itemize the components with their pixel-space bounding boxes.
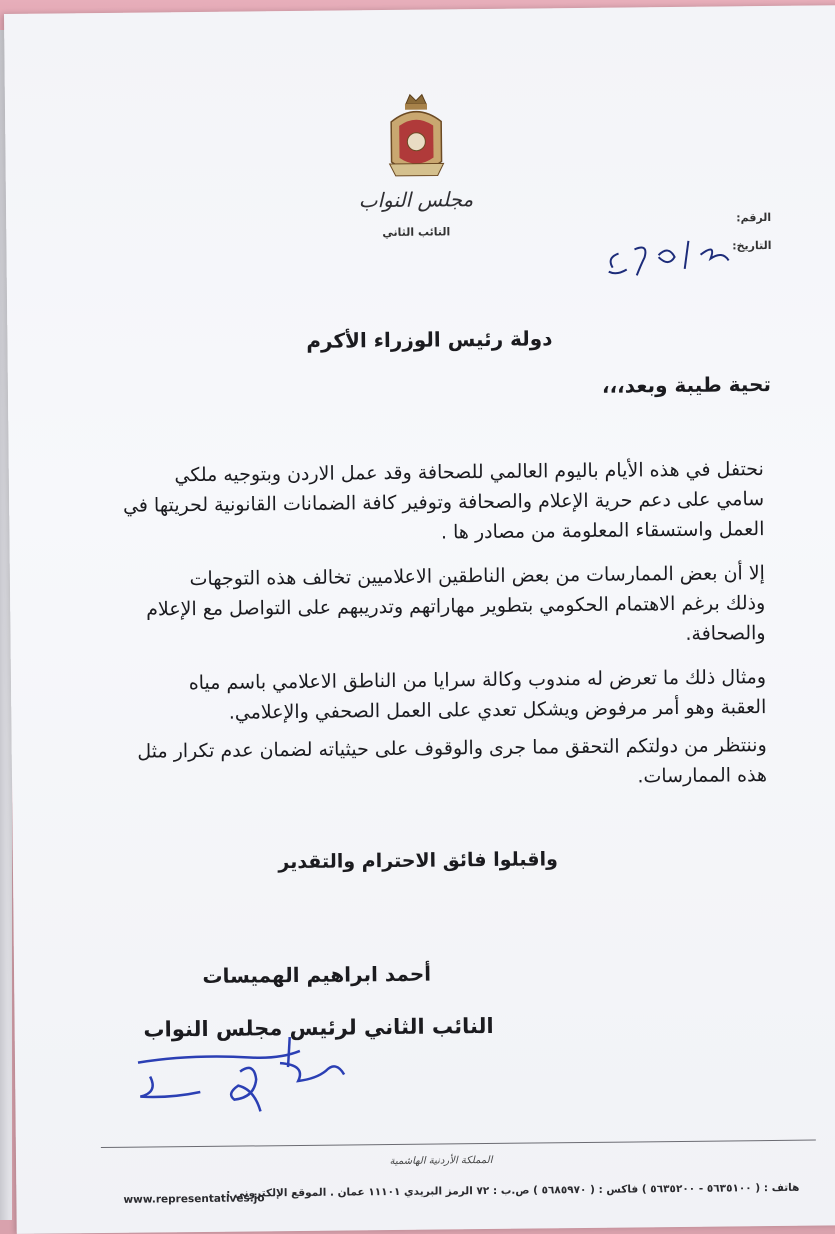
body-line-1: نحتفل في هذه الأيام باليوم العالمي للصحافة وقد عمل الاردن وبتوجيه ملكي [174, 458, 764, 487]
body-line-9: وننتظر من دولتكم التحقق مما جرى والوقوف على حيثياته لضمان عدم تكرار مثل [137, 734, 767, 763]
body-line-2: سامي على دعم حرية الإعلام والصحافة وتوفير كافة الضمانات القانونية لحريتها في [122, 488, 765, 517]
handwritten-date [604, 234, 734, 279]
body-line-7: ومثال ذلك ما تعرض له مندوب وكالة سرايا من الناطق الاعلامي باسم مياه [188, 666, 767, 695]
body-line-8: العقبة وهو أمر مرفوض ويشكل تعدي على العمل الصحفي والإعلامي. [228, 696, 767, 724]
signer-name: أحمد ابراهيم الهميسات [202, 961, 432, 988]
closing-line: واقبلوا فائق الاحترام والتقدير [278, 848, 558, 874]
greeting-line: تحية طيبة وبعد،،، [601, 371, 772, 398]
body-line-4: إلا أن بعض الممارسات من بعض الناطقين الاعلاميين تخالف هذه التوجهات [189, 562, 766, 591]
office-subtitle: النائب الثاني [382, 225, 451, 240]
organization-title: مجلس النواب [358, 187, 474, 213]
body-line-5: وذلك برغم الاهتمام الحكومي بتطوير مهاراتهم وتدريبهم على التواصل مع الإعلام [146, 592, 766, 621]
handwritten-signature [130, 1030, 351, 1122]
body-line-10: هذه الممارسات. [637, 764, 768, 788]
body-line-6: والصحافة. [685, 622, 766, 645]
number-label: الرقم: [736, 210, 772, 225]
royal-crest-icon [381, 91, 452, 184]
letter-page [4, 5, 835, 1234]
footer-contact-info: هاتف : ( ٥٦٣٥١٠٠ - ٥٦٣٥٢٠٠ ) فاكس : ( ٥٦٨٥٩٧٠ ) ص.ب : ٧٢ الرمز البريدي ١١١٠١ عمان . الموقع الإلكتروني : [226, 1181, 800, 1200]
date-label: التاريخ: [732, 238, 772, 253]
footer-divider [101, 1140, 816, 1148]
signer-title: النائب الثاني لرئيس مجلس النواب [143, 1013, 494, 1042]
footer-website-link[interactable]: www.representatives.jo [123, 1192, 265, 1206]
body-line-3: العمل واستسقاء المعلومة من مصادر ها . [440, 518, 765, 544]
footer-kingdom-title: المملكة الأردنية الهاشمية [389, 1154, 493, 1168]
addressee-heading: دولة رئيس الوزراء الأكرم [306, 326, 553, 353]
